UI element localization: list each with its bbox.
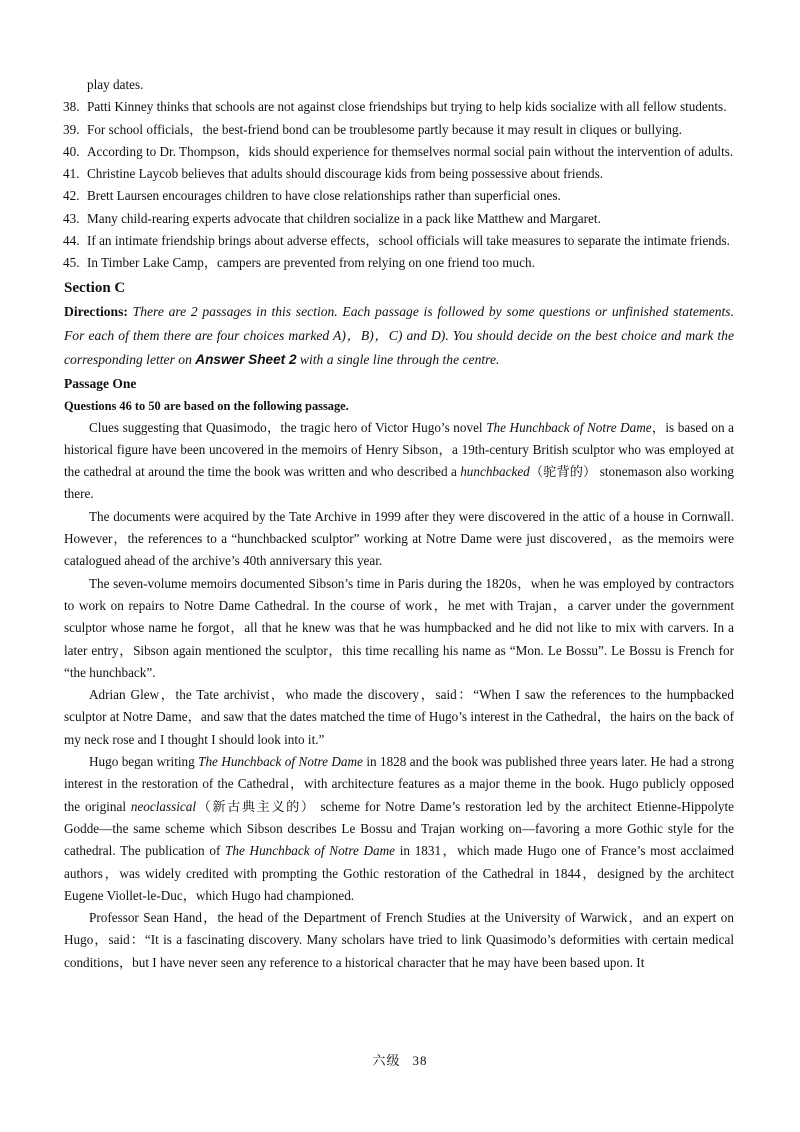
- statement-text: Many child-rearing experts advocate that children socialize in a pack like Matthew and Margaret.: [87, 210, 601, 226]
- statement-item: [64, 185, 734, 207]
- neoclassical-gloss: （新古典主义的）: [196, 798, 316, 814]
- book-title: The Hunchback of Notre Dame: [225, 843, 396, 859]
- paragraph-1: [64, 417, 734, 506]
- p1-text-a: Clues suggesting that Quasimodo，the tragic hero of Victor Hugo’s novel: [89, 419, 487, 435]
- statement-list: [64, 74, 734, 275]
- statement-number: 39.: [63, 121, 80, 137]
- statement-item: [64, 252, 734, 274]
- statement-number: 38.: [63, 99, 80, 115]
- statement-number: 43.: [63, 210, 80, 226]
- paragraph-3: The seven-volume memoirs documented Sibson’s time in Paris during the 1820s，when he was employed by contractors to work on repairs to Notre Dame Cathedral. In the course of work，he met with Trajan，a carver under the government sculptor whose name he forgot，all that he knew was that he was humpbacked and he did not like to mix with carvers. In a later entry，Sibson again mentioned the sculptor，this time recalling his name as “Mon. Le Bossu”. Le Bossu is French for “the hunchback”.: [64, 575, 734, 680]
- paragraph-5: [64, 751, 734, 907]
- statement-item: [64, 74, 734, 96]
- book-title: The Hunchback of Notre Dame: [486, 419, 652, 435]
- statement-item: [64, 163, 734, 185]
- statement-number: 45.: [63, 255, 80, 271]
- book-title: The Hunchback of Notre Dame: [198, 754, 363, 770]
- statement-text: Brett Laursen encourages children to have close relationships rather than superficial ones.: [87, 188, 561, 204]
- p5-text-a: Hugo began writing: [89, 754, 199, 770]
- paragraph-2: The documents were acquired by the Tate Archive in 1999 after they were discovered in the attic of a house in Cornwall. However，the references to a “hunchbacked sculptor” working at Notre Dame were just discovered，as the memoirs were catalogued ahead of the archive’s 40th anniversary this year.: [64, 508, 734, 569]
- p5-text-b: in 1828 and the book was published three years later. He had a strong interest in the restoration of the Cathedral，with architecture features as a major theme in the book. Hugo publicly opposed the original: [64, 754, 734, 814]
- statement-text: play dates.: [87, 77, 144, 92]
- page-number: 38: [412, 1053, 428, 1068]
- exam-level-label: 六级: [372, 1053, 401, 1068]
- p5-text-c: scheme for Notre Dame’s restoration led by the architect Etienne-Hippolyte Godde—the same scheme which Sibson describes Le Bossu and Trajan working on—favoring a more Gothic style for the cathedral. The publication of: [64, 798, 734, 859]
- answer-sheet-label: Answer Sheet 2: [195, 352, 297, 368]
- statement-item: [64, 119, 734, 141]
- statement-number: 44.: [63, 233, 80, 249]
- directions-text-1: There are 2 passages in this section. Each passage is followed by some questions or unfinished statements. For each of them there are four choices marked A)，B)，C) and D). You should decide on the best choice and mark the corresponding letter on: [64, 303, 735, 368]
- directions-text-2: with a single line through the centre.: [296, 352, 500, 368]
- section-title: Section C: [64, 279, 126, 296]
- passage-title: Passage One: [64, 375, 137, 391]
- paragraph-4: Adrian Glew，the Tate archivist，who made the discovery，said：“When I saw the references to the humpbacked sculptor at Notre Dame，and saw that the dates matched the time of Hugo’s interest in the Cathedral，the hairs on the back of my neck rose and I thought I should look into it.”: [64, 687, 734, 747]
- p1-text-b: ，is based on a historical figure have been uncovered in the memoirs of Henry Sibson，a 19th-century British sculptor who was employed at the cathedral at around the time the book was written and who described a: [64, 419, 734, 480]
- paragraph-6: Professor Sean Hand，the head of the Department of French Studies at the University of Warwick，and an expert on Hugo，said：“It is a fascinating discovery. Many scholars have tried to link Quasimodo’s deformities with certain medical conditions，but I have never seen any reference to a historical character that he may have been based upon. It: [64, 910, 734, 970]
- p5-text-d: in 1831，which made Hugo one of France’s most acclaimed authors，was widely credited with prompting the Gothic restoration of the Cathedral in 1844，designed by the architect Eugene Viollet-le-Duc，which Hugo had championed.: [64, 843, 734, 903]
- statement-item: [64, 208, 734, 230]
- statement-item: [64, 230, 734, 252]
- neoclassical-term: neoclassical: [130, 798, 197, 814]
- statement-text: Patti Kinney thinks that schools are not against close friendships but trying to help kids socialize with all fellow students.: [87, 99, 727, 115]
- hunchbacked-term: hunchbacked: [460, 464, 530, 480]
- statement-text: For school officials，the best-friend bond can be troublesome partly because it may result in cliques or bullying.: [87, 121, 682, 137]
- directions: [64, 300, 734, 373]
- statement-text: According to Dr. Thompson，kids should experience for themselves normal social pain without the intervention of adults.: [87, 143, 734, 159]
- statement-text: Christine Laycob believes that adults should discourage kids from being possessive about friends.: [87, 166, 604, 182]
- statement-item: [64, 141, 734, 163]
- statement-text: In Timber Lake Camp，campers are prevented from relying on one friend too much.: [87, 255, 535, 271]
- hunchbacked-gloss: （驼背的）: [529, 464, 597, 480]
- statement-item: [64, 96, 734, 118]
- p1-text-c: stonemason also working there.: [64, 464, 735, 502]
- statement-number: 40.: [63, 143, 80, 159]
- statement-number: 41.: [63, 166, 80, 182]
- statement-number: 42.: [63, 188, 80, 204]
- page-footer: [0, 1050, 800, 1069]
- exam-page: [64, 74, 734, 974]
- statement-text: If an intimate friendship brings about adverse effects，school officials will take measures to separate the intimate friends.: [87, 233, 730, 249]
- questions-range-line: Questions 46 to 50 are based on the following passage.: [64, 398, 349, 413]
- directions-label: Directions:: [64, 303, 128, 319]
